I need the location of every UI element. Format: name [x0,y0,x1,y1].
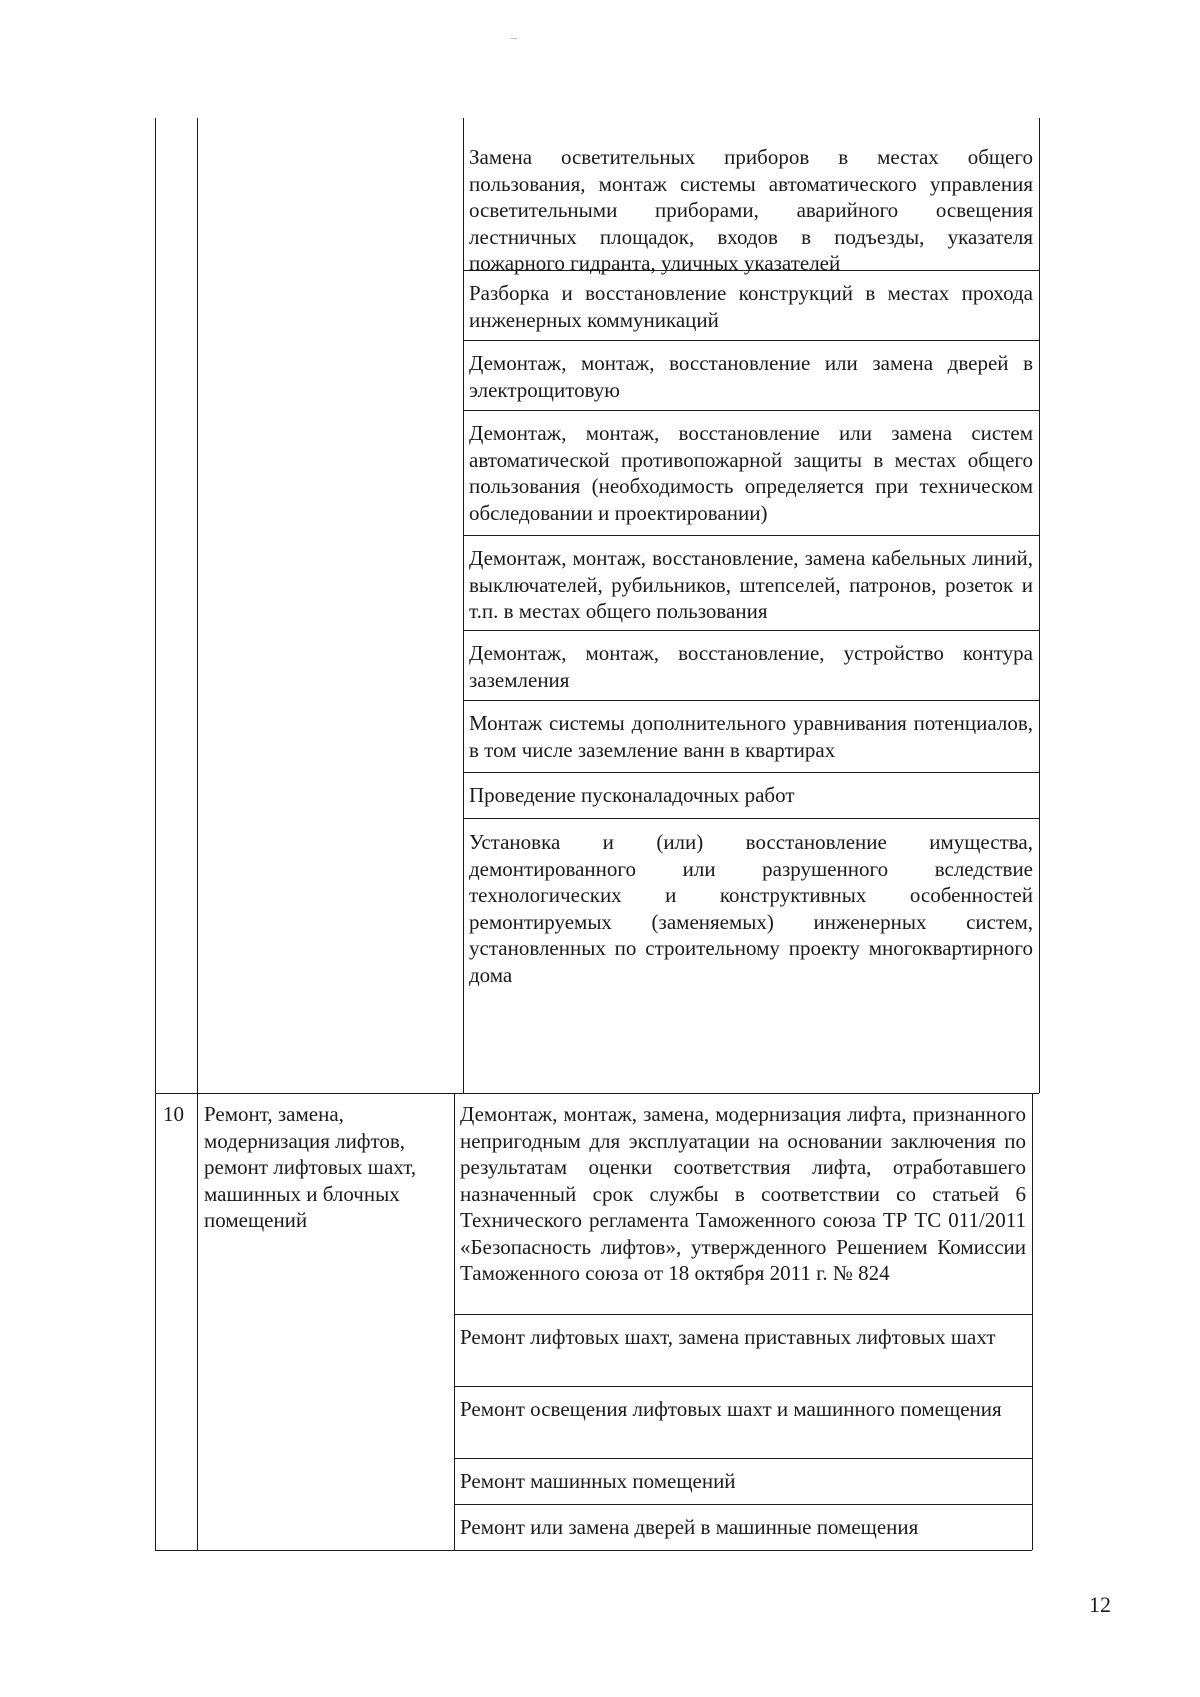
row-separator [454,1504,1032,1505]
work-item-cell: Проведение пусконаладочных работ [469,783,795,807]
section-name: Ремонт, замена, модернизация лифтов, ремонт лифтовых шахт, машинных и блочных помещений [204,1102,417,1232]
row-separator [454,1458,1032,1459]
work-item-cell: Демонтаж, монтаж, восстановление или замена дверей в электрощитовую [469,351,1033,402]
work-item-cell: Ремонт освещения лифтовых шахт и машинного помещения [460,1397,1002,1421]
table-divider-number [197,118,198,1550]
work-item-cell: Установка и (или) восстановление имущества, демонтированного или разрушенного вследствие технологических и конструктивных особенностей ремонтируемых (заменяемых) инженерных систем, установленных по строительному проекту многоквартирного дома [469,830,1033,987]
table-border-left [155,118,156,1550]
work-item-cell: Разборка и восстановление конструкций в местах прохода инженерных коммуникаций [469,281,1033,332]
work-item-cell: Ремонт лифтовых шахт, замена приставных лифтовых шахт [460,1325,996,1349]
work-item-cell: Демонтаж, монтаж, замена, модернизация лифта, признанного непригодным для эксплуатации на основании заключения по результатам оценки соответствия лифта, отработавшего назначенный срок службы в соответствии со статьей 6 Технического регламента Таможенного союза ТР ТС 011/2011 «Безопасность лифтов», утвержденного Решением Комиссии Таможенного союза от 18 октября 2011 г. № 824 [460,1102,1026,1285]
page-number: 12 [1089,1592,1111,1617]
work-item-cell: Ремонт или замена дверей в машинные помещения [460,1515,919,1539]
row-separator [463,535,1039,536]
section-separator [155,1093,1039,1094]
row-separator [454,1314,1032,1315]
work-item-cell: Демонтаж, монтаж, восстановление, замена кабельных линий, выключателей, рубильников, штепселей, патронов, розеток и т.п. в местах общего пользования [469,546,1033,623]
table-border-right-lower [1032,1093,1033,1550]
table-border-right-upper [1039,118,1040,1093]
table-divider-work-upper [463,118,464,1093]
row-separator [463,818,1039,819]
work-item-cell: Замена осветительных приборов в местах общего пользования, монтаж системы автоматического управления осветительными приборами, аварийного освещения лестничных площадок, входов в подъезды, указателя пожарного гидранта, уличных указателей [469,145,1033,275]
row-separator [463,772,1039,773]
row-separator [463,630,1039,631]
work-item-cell: Ремонт машинных помещений [460,1469,736,1493]
table-border-bottom [155,1550,1032,1551]
work-item-cell: Демонтаж, монтаж, восстановление или замена систем автоматической противопожарной защиты в местах общего пользования (необходимость определяется при техническом обследовании и проектировании) [469,421,1033,525]
section-number: 10 [163,1102,184,1126]
row-separator [454,1386,1032,1387]
work-item-cell: Демонтаж, монтаж, восстановление, устройство контура заземления [469,641,1033,692]
row-separator [463,700,1039,701]
row-separator [463,410,1039,411]
row-separator [463,340,1039,341]
table-divider-work-lower [454,1093,455,1550]
work-item-cell: Монтаж системы дополнительного уравнивания потенциалов, в том числе заземление ванн в квартирах [469,711,1033,762]
scan-mark [511,38,517,39]
